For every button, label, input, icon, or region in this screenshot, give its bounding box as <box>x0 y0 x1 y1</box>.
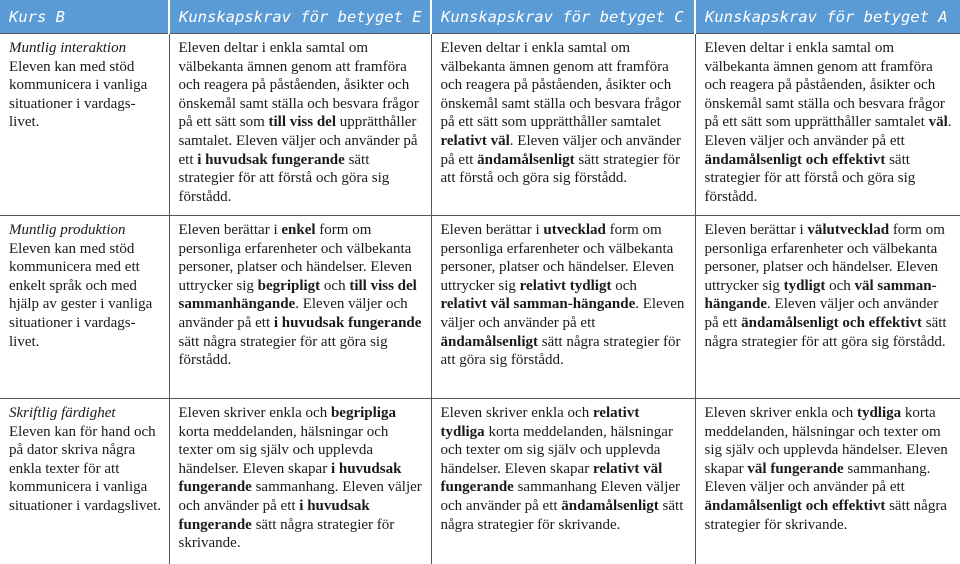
grade-e-cell <box>169 216 431 399</box>
emphasis-text: välutvecklad <box>807 222 889 238</box>
emphasis-text: ändamålsenligt och effektivt <box>705 498 886 514</box>
criteria-text: och <box>825 278 854 294</box>
header-kurs: Kurs B <box>0 0 169 34</box>
criteria-text: Eleven skriver enkla och <box>179 405 331 421</box>
criteria-text: sätt några strategier för att göra sig förstådd. <box>705 315 947 350</box>
emphasis-text: ändamålsenligt <box>477 152 575 168</box>
emphasis-text: begripligt <box>258 278 321 294</box>
criteria-text: . Eleven väljer och använder på ett <box>441 296 685 331</box>
criteria-text: sammanhang. Eleven väljer och använder på ett <box>179 479 422 514</box>
emphasis-text: relativt väl fungerande <box>441 461 663 496</box>
table-row <box>0 399 960 564</box>
criteria-text: korta meddelanden, hälsningar och texter om sig själv och upplevda händelser. Eleven skapar <box>179 424 389 477</box>
criteria-text: sätt några strategier för att göra sig förstådd. <box>441 334 681 369</box>
emphasis-text: begripliga <box>331 405 396 421</box>
kurs-text: Eleven kan för hand och på dator skriva några enkla texter för att kommunicera i vanliga situationer i vardagslivet. <box>9 424 161 514</box>
kurs-text: Eleven kan med stöd kommunicera med ett enkelt språk och med hjälp av gester i vanliga situationer i vardags-livet. <box>9 241 152 350</box>
kurs-text: Eleven kan med stöd kommunicera i vanliga situationer i vardags-livet. <box>9 59 147 131</box>
grade-c-cell <box>431 216 695 399</box>
criteria-text: sammanhang. Eleven väljer och använder på ett <box>705 461 931 496</box>
emphasis-text: till viss del <box>269 114 337 130</box>
criteria-text: Eleven berättar i <box>179 222 282 238</box>
criteria-text: . Eleven väljer och använder på ett <box>179 296 408 331</box>
criteria-text: Eleven skriver enkla och <box>441 405 593 421</box>
criteria-text: . Eleven väljer och använder på ett <box>705 296 939 331</box>
table-row <box>0 34 960 216</box>
emphasis-text: väl fungerande <box>747 461 843 477</box>
emphasis-text: till viss del sammanhängande <box>179 278 417 313</box>
emphasis-text: relativt tydliga <box>441 405 640 440</box>
grade-a-cell <box>695 399 960 564</box>
row-label: Muntlig produktion <box>9 222 126 238</box>
criteria-text: Eleven deltar i enkla samtal om välbekanta ämnen genom att framföra och reagera på påståenden, åsikter och önskemål samt ställa och besvara frågor på ett sätt som <box>179 40 419 130</box>
criteria-text: sammanhang Eleven väljer och använder på ett <box>441 479 681 514</box>
emphasis-text: väl <box>929 114 948 130</box>
emphasis-text: relativt väl <box>441 133 510 149</box>
criteria-text: . Eleven väljer och använder på ett <box>441 133 681 168</box>
row-label: Skriftlig färdighet <box>9 405 116 421</box>
criteria-text: Eleven deltar i enkla samtal om välbekanta ämnen genom att framföra och reagera på påståenden, åsikter och önskemål samt ställa och besvara frågor på ett sätt som upprätthåller samtalet <box>441 40 681 130</box>
criteria-text: form om personliga erfarenheter och välbekanta personer, platser och händelser. Eleven uttrycker sig <box>705 222 945 294</box>
header-grade-a: Kunskapskrav för betyget A <box>695 0 960 34</box>
emphasis-text: väl samman-hängande <box>705 278 937 313</box>
criteria-text: och <box>320 278 349 294</box>
criteria-text: form om personliga erfarenheter och välbekanta personer, platser och händelser. Eleven uttrycker sig <box>441 222 674 294</box>
header-row <box>0 0 960 34</box>
criteria-text: sätt några strategier för att göra sig förstådd. <box>179 334 388 369</box>
emphasis-text: ändamålsenligt och effektivt <box>741 315 922 331</box>
criteria-text: Eleven deltar i enkla samtal om välbekanta ämnen genom att framföra och reagera på påståenden, åsikter och önskemål samt ställa och besvara frågor på ett sätt som upprätthåller samtalet <box>705 40 945 130</box>
criteria-text: form om personliga erfarenheter och välbekanta personer, platser och händelser. Eleven uttrycker sig <box>179 222 412 294</box>
criteria-text: sätt strategier för att förstå och göra sig förstådd. <box>179 152 390 205</box>
criteria-text: sätt strategier för att förstå och göra sig förstådd. <box>705 152 916 205</box>
kurs-cell <box>0 216 169 399</box>
grade-c-cell <box>431 34 695 216</box>
table-row <box>0 216 960 399</box>
criteria-text: sätt några strategier för skrivande. <box>705 498 947 533</box>
grade-a-cell <box>695 216 960 399</box>
criteria-text: Eleven berättar i <box>441 222 544 238</box>
emphasis-text: tydliga <box>857 405 901 421</box>
emphasis-text: ändamålsenligt <box>561 498 659 514</box>
emphasis-text: ändamålsenligt <box>441 334 539 350</box>
emphasis-text: i huvudsak fungerande <box>274 315 422 331</box>
header-grade-c: Kunskapskrav för betyget C <box>431 0 695 34</box>
emphasis-text: utvecklad <box>543 222 606 238</box>
emphasis-text: tydligt <box>784 278 826 294</box>
criteria-text: sätt några strategier för skrivande. <box>441 498 684 533</box>
emphasis-text: relativt tydligt <box>520 278 612 294</box>
grade-e-cell <box>169 34 431 216</box>
grade-e-cell <box>169 399 431 564</box>
kurs-cell <box>0 399 169 564</box>
emphasis-text: i huvudsak fungerande <box>179 498 370 533</box>
kurs-cell <box>0 34 169 216</box>
criteria-text: sätt några strategier för skrivande. <box>179 517 395 552</box>
criteria-text: korta meddelanden, hälsningar och texter om sig själv och upplevda händelser. Eleven skapar <box>705 405 948 477</box>
criteria-text: Eleven skriver enkla och <box>705 405 857 421</box>
emphasis-text: i huvudsak fungerande <box>179 461 402 496</box>
criteria-text: upprätthåller samtalet. Eleven väljer och använder på ett <box>179 114 418 167</box>
emphasis-text: enkel <box>281 222 315 238</box>
row-label: Muntlig interaktion <box>9 40 126 56</box>
criteria-text: Eleven berättar i <box>705 222 808 238</box>
emphasis-text: i huvudsak fungerande <box>197 152 345 168</box>
header-grade-e: Kunskapskrav för betyget E <box>169 0 431 34</box>
grade-a-cell <box>695 34 960 216</box>
criteria-text: . Eleven väljer och använder på ett <box>705 114 952 149</box>
criteria-text: korta meddelanden, hälsningar och texter om sig själv och upplevda händelser. Eleven skapar <box>441 424 673 477</box>
emphasis-text: ändamålsenligt och effektivt <box>705 152 886 168</box>
criteria-text: sätt strategier för att förstå och göra sig förstådd. <box>441 152 681 187</box>
emphasis-text: relativt väl samman-hängande <box>441 296 636 312</box>
criteria-text: och <box>611 278 636 294</box>
grade-c-cell <box>431 399 695 564</box>
